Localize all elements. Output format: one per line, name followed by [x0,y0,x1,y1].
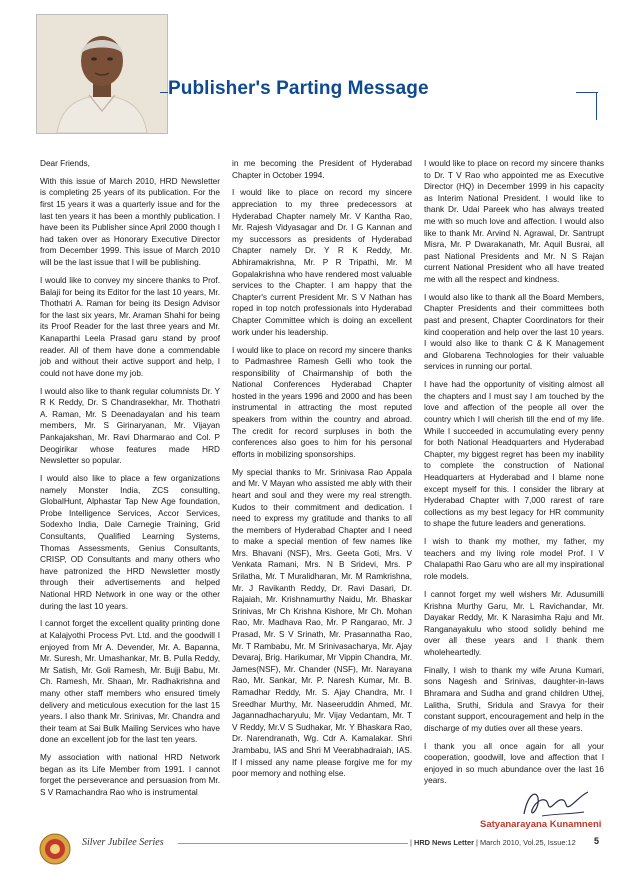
paragraph: I thank you all once again for all your cooperation, goodwill, love and affection that I enjoyed in so much abundance over the last 16 years. [424,741,604,786]
footer-rule [178,843,408,844]
footer-publication-info: | HRD News Letter | March 2010, Vol.25, Issue:12 [410,838,576,847]
silver-jubilee-logo-icon [38,832,72,866]
column-3 [424,158,604,793]
title-block [166,78,606,106]
column-1 [40,158,220,805]
paragraph: I would also like to thank regular columnists Dr. Y R K Reddy, Dr. S Chandrasekhar, Mr. Thothatri A. Raman, Mr. S Deenadayalan and his team members, Mr. S Girinaryanan, Mr. Vijayan Pankajakshan, Mr. Ravi Dharmarao and Col. P Deogirikar whose features made HRD Newsletter so popular. [40,386,220,466]
signature-name: Satyanarayana Kunamneni [480,819,602,830]
paragraph: My special thanks to Mr. Srinivasa Rao Appala and Mr. V Mayan who assisted me ably with their heart and soul and they were my real strength. Kudos to their commitment and dedication. I need to express my gratitude and thanks to all the members of Hyderabad Chapter and I need to make a special mention of few names like Mrs. Bhavani (NSF), Mrs. Geeta Goti, Mrs. V Venkata Ramani, Mrs. N B Sridevi, Mrs. P Srilatha, Mr. T Muralidharan, Mr. M Ramkrishna, Mr. J Ravikanth Reddy, Dr. Ravi Dasari, Dr. Rajaiah, Mr. Krishnamurthy Naidu, Mr. Bhaskar Srinivas, Mr Ch Krishna Kishore, Mr Ch. Mohan Rao, Mr. Madhava Rao, Mr. P Rangarao, Mr. J Prasad, Mr. S V Srinath, Mr. Prasannatha Rao, Mr. T Rambabu, Mr. M Srinivasacharya, Mr. Ajay Devaraj, Brig. Harikumar, Mr Vippin Chandra, Mr. James(NSF), Mr. Chander (NSF), Mr. Narayana Rao, Mr. Sankar, Mr. P. Naresh Kumar, Mr. B. Ramadhar Reddy, Mr. S. Ajay Chandra, Mr. I Sreedhar Murthy, Mr. Naseeruddin Ahmed, Mr. Jagannadhacharyulu, Mr. Vijay Vedantam, Mr. T V Reddy, Mr.V S Sudhakar, Mr. Y Bhaskara Rao, Dr. Narendranath, Wg. Cdr A. Kamalakar. Shri Jrambabu, IAS and Shri M Veerabhadraiah, IAS. If I missed any name please forgive me for my poor memory and nothing else. [232,467,412,779]
title-rule-right [576,92,598,93]
paragraph: My association with national HRD Network began as its Life Member from 1991. I cannot forget the perseverance and persuasion from Mr. S V Ramachandra Rao who is instrumental [40,753,220,798]
paragraph: I have had the opportunity of visiting almost all the chapters and I must say I am touched by the love and affection of the people all over the country which I will cherish till the end of my life. While I succeeded in accumulating every penny for both National Headquarters and Hyderabad Chapter, my biggest regret has been my inability to complete the construction of National Headquarters at Hyderabad and I blame none except myself for this. I consider the library at Hyderabad Chapter with 7,000 rarest of rare collections as my best legacy for HR community to shape the future leaders and generations. [424,380,604,529]
paragraph: in me becoming the President of Hyderabad Chapter in October 1994. [232,159,412,180]
paragraph: I would also like to thank all the Board Members, Chapter Presidents and their committees both past and present, Chapter Coordinators for their kind cooperation and help over the last 10 years. I would also like to thank C & K Management and Globarena Technologies for their valuable services in running our portal. [424,292,604,372]
signature-scribble [518,784,592,824]
title-rule-left [160,92,168,93]
footer-publication: HRD News Letter [413,838,474,847]
page-number: 5 [594,836,600,846]
paragraph: I would like to place on record my sincere thanks to Dr. T V Rao who appointed me as Executive Director (HQ) in December 1999 in his capacity as Interim National President. I would like to thank Dr. Udai Pareek who has always treated me with so much love and affection. I would also like to thank Mr. Arvind N. Agrawal, Dr. Santrupt Misra, Mr. P Dwarakanath, Mr. Aquil Busrai, all past National Presidents and Mr. N S Rajan current National President who all have treated me with all the respect and kindness. [424,159,604,284]
paragraph: Dear Friends, [40,159,90,168]
title-rule-end [596,92,597,120]
paragraph: I would also like to place a few organizations namely Monster India, ZCS consulting, GlobalHunt, Alphastar Tap New Age foundation, Probe Intelligence Services, Accor Services, Sodexho India, Dale Carnegie Training, Grid Consultants, Qualified Learning Systems, Thomas Assessments, Genius Consultants, CRISP, OD Consultants and many others who have patronized the HRD Newsletter mostly through their advertisements and helped National HRD Network in one way or the other during the last 10 years. [40,474,220,611]
paragraph: I would like to place on record my sincere thanks to Padmashree Ramesh Gelli who took the responsibility of Chairmanship of both the National Conferences Hyderabad Chapter hosted in the years 1996 and 2000 and has been instrumental in attracting the most reputed speakers from within the country and abroad. The credit for record surpluses in both the conferences also goes to him for his personal efforts in mobilizing sponsorships. [232,345,412,459]
publisher-photo [36,14,168,134]
paragraph: I wish to thank my mother, my father, my teachers and my living role model Prof. I V Chalapathi Rao Garu who are all my inspirational role models. [424,537,604,582]
paragraph: I cannot forget the excellent quality printing done at Kalajyothi Process Pvt. Ltd. and the goodwill I enjoyed from Mr A. Devender, Mr. A. Bapanna, Mr. Suresh, Mr. Umashankar, Mr. B. Pulla Reddy, Mr Satish, Mr. Goli Ramesh, Mr. Bujji Babu, Mr. Ch. Ramesh, Mr. Shaan, Mr. Radhakrishna and many other staff members who ensured timely delivery and meticulous execution for the last 15 years. I also thank Mr. Srinivas, Mr. Chandra and their team at Sai Bulk Mailing Services who have done an excellent job for the last ten years. [40,619,220,745]
paragraph: I would like to convey my sincere thanks to Prof. Balaji for being its Editor for the last 10 years, Mr. Thothatri A. Raman for being its Design Advisor for the last six years, Mr. Araman Shahi for being its Proof Reader for the last three years and Mr. Kanaparthi Leela Prasad garu stand by proof reader. All of them have done a commendable job and without their active support and help, I could not have done my job. [40,275,220,378]
page-title: Publisher's Parting Message [168,78,429,99]
paragraph: I cannot forget my well wishers Mr. Adusumilli Krishna Murthy Garu, Mr. L Ravichandar, Mr. Dayakar Reddy, Mr. K Narasimha Raju and Mr. Ranganayakulu who stood solidly behind me over all these years and I thank them wholeheartedly. [424,589,604,657]
paragraph: Finally, I wish to thank my wife Aruna Kumari, sons Nagesh and Srinivas, daughter-in-laws Bhramara and Sudha and grand children Uthej, Lalitha, Sruthi, Sridula and Sravya for their constant support, encouragement and help in the discharge of my duties over all these years. [424,665,604,733]
footer-issue: | March 2010, Vol.25, Issue:12 [476,838,576,847]
column-2 [232,158,412,786]
paragraph: With this issue of March 2010, HRD Newsletter is completing 25 years of its publication. For the first 15 years it was a quarterly issue and for the last ten years it has been a monthly publication. I have been its Publisher since April 2000 though I had taken over as Honorary Executive Director from December 1999. This issue of March 2010 will be the last issue that I will be publishing. [40,176,220,268]
footer-series-label: Silver Jubilee Series [82,837,164,848]
paragraph: I would like to place on record my sincere appreciation to my three predecessors at Hyderabad Chapter namely Mr. V Kantha Rao, Mr. Rajesh Vidyasagar and Dr. I G Kannan and my successors as presidents of Hyderabad Chapter namely Dr. Y R K Reddy, Mr. Abhiramakrishna, Mr. P R Tripathi, Mr. M Gopalakrishna who have rendered most valuable services to the Chapter. I am happy that the Chapter's current President Mr. S V Nathan has roped in top notch professionals into Hyderabad Chapter Committee which is doing an excellent work under his leadership. [232,188,412,337]
